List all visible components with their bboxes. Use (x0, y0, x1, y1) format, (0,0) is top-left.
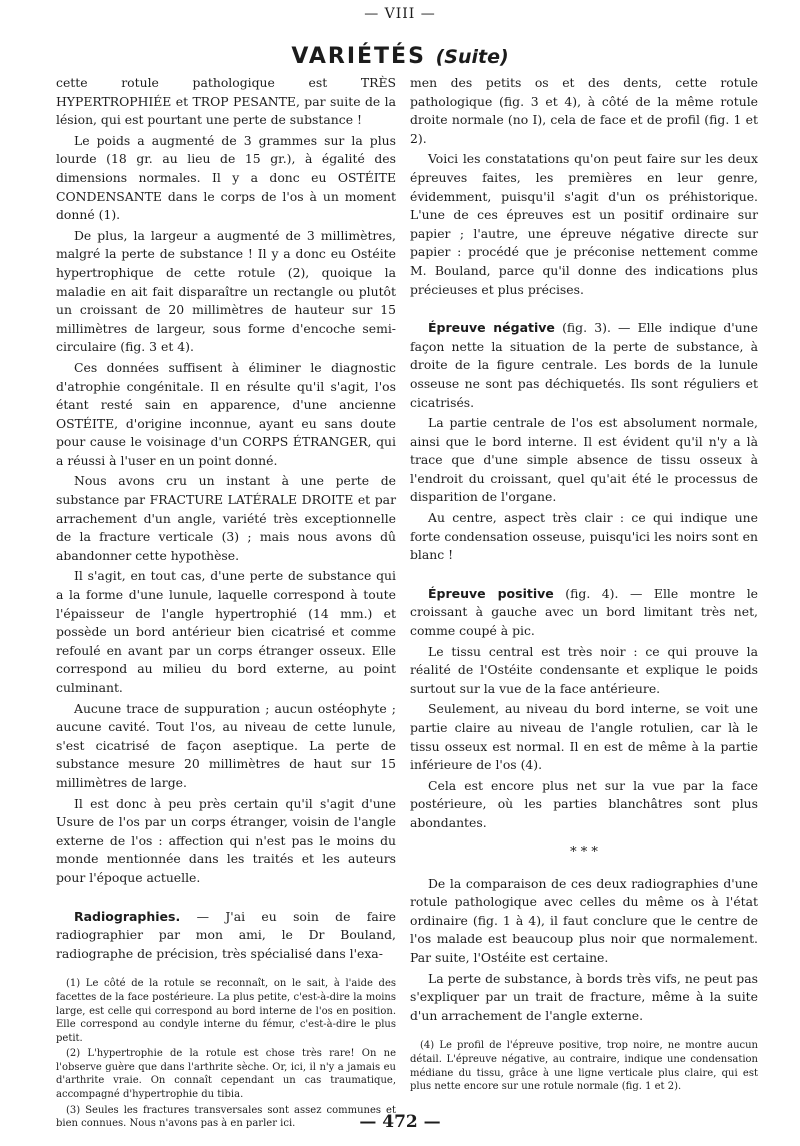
footnote: (4) Le profil de l'épreuve positive, trop noire, ne montre aucun détail. L'épreuve négative, au contraire, indique une condensation médiane du tissu, grâce à une ligne verticale plus claire, qui est plus nette encore sur une rotule normale (fig. 1 et 2). (410, 1040, 758, 1093)
footnote: (3) Seules les fractures transversales sont assez communes et bien connues. Nous n'avons pas à en parler ici. (56, 1104, 396, 1130)
negative-paragraph (410, 319, 758, 412)
radiographies-paragraph (56, 908, 396, 964)
paragraph: Seulement, au niveau du bord interne, se voit une partie claire au niveau de l'angle rotulien, car là le tissu osseux est normal. Il en est de même à la partie inférieure de l'os (4). (410, 701, 758, 773)
paragraph: Cela est encore plus net sur la vue par la face postérieure, où les parties blanchâtres sont plus abondantes. (410, 777, 758, 830)
paragraph: De la comparaison de ces deux radiographies d'une rotule pathologique avec celles du même os à l'état ordinaire (fig. 1 à 4), il faut conclure que le centre de l'os malade est beaucoup plus noir que normalement. Par suite, l'Ostéite est certaine. (410, 875, 758, 965)
paragraph-text: (fig. 4). — Elle montre le croissant à gauche avec un bord limitant très net, comme coupé à pic. (410, 585, 758, 639)
title-text: VARIÉTÉS (291, 44, 426, 69)
paragraph: De plus, la largeur a augmenté de 3 millimètres, malgré la perte de substance ! Il y a donc eu Ostéite hypertrophique de cette rotule (2), quoique la maladie en ait fait disparaître un rectangle ou plutôt un croissant de 20 millimètres de hauteur sur 15 millimètres de largeur, sous forme d'encoche semi-circulaire (fig. 3 et 4). (56, 227, 396, 355)
page-number: — VIII — (364, 6, 436, 22)
footnote: (2) L'hypertrophie de la rotule est chose très rare! On ne l'observe guère que dans l'arthrite sèche. Or, ici, il n'y a jamais eu d'arthrite vraie. On connaît cependant un cas traumatique, accompagné d'hypertrophie du tibia. (56, 1048, 396, 1101)
footnotes-left (56, 977, 396, 1131)
positive-paragraph (410, 585, 758, 641)
title-suite: (Suite) (435, 46, 509, 68)
footnote: (1) Le côté de la rotule se reconnaît, on le sait, à l'aide des facettes de la face postérieure. La plus petite, c'est-à-dire la moins large, est celle qui correspond au bord interne de l'os en position. Elle correspond au condyle interne du fémur, c'est-à-dire le plus petit. (56, 978, 396, 1044)
section-heading-radiographies: Radiographies. (74, 908, 181, 924)
paragraph: Ces données suffisent à éliminer le diagnostic d'atrophie congénitale. Il en résulte qu'il s'agit, l'os étant resté sain en apparence, d'une ancienne OSTÉITE, d'origine inconnue, ayant eu sans doute pour cause le voisinage d'un CORPS ÉTRANGER, qui a réussi à l'user en un point donné. (56, 359, 396, 468)
right-column (410, 74, 758, 1096)
paragraph: Voici les constatations qu'on peut faire sur les deux épreuves faites, les premières en leur genre, évidemment, puisqu'il s'agit d'un os préhistorique. L'une de ces épreuves est un positif ordinaire sur papier ; l'autre, une épreuve négative directe sur papier : procédé que je préconise nettement comme M. Bouland, parce qu'il donne des indications plus précieuses et plus précises. (410, 151, 758, 297)
paragraph: Au centre, aspect très clair : ce qui indique une forte condensation osseuse, puisqu'ici les noirs sont en blanc ! (410, 510, 758, 563)
footnotes-right (410, 1039, 758, 1093)
paragraph: Le poids a augmenté de 3 grammes sur la plus lourde (18 gr. au lieu de 15 gr.), à égalité des dimensions normales. Il y a donc eu OSTÉITE CONDENSANTE dans le corps de l'os à un moment donné (1). (56, 132, 396, 223)
paragraph-text: — J'ai eu soin de faire radiographier par mon ami, le Dr Bouland, radiographe de précision, très spécialisé dans l'exa- (56, 908, 396, 961)
paragraph-text: (fig. 3). — Elle indique d'une façon nette la situation de la perte de substance, à droite de la figure centrale. Les bords de la lunule osseuse ne sont pas déchiquetés. Ils sont réguliers et cicatrisés. (410, 320, 758, 410)
paragraph: Il s'agit, en tout cas, d'une perte de substance qui a la forme d'une lunule, laquelle correspond à toute l'épaisseur de l'angle hypertrophié (14 mm.) et possède un bord antérieur bien cicatrisé et comme refoulé en avant par un corps étranger osseux. Elle correspond au milieu du bord externe, au point culminant. (56, 568, 396, 695)
left-column (56, 74, 396, 1133)
paragraph: La perte de substance, à bords très vifs, ne peut pas s'expliquer par un trait de fracture, même à la suite d'un arrachement de l'angle externe. (410, 970, 758, 1023)
separator-asterisks: * * * (570, 844, 598, 860)
paragraph: Il est donc à peu près certain qu'il s'agit d'une Usure de l'os par un corps étranger, voisin de l'angle externe de l'os : affection qui n'est pas le moins du monde mentionnée dans les traités et les auteurs pour l'époque actuelle. (56, 795, 396, 885)
page-title (0, 44, 800, 70)
paragraph: Aucune trace de suppuration ; aucun ostéophyte ; aucune cavité. Tout l'os, au niveau de cette lunule, s'est cicatrisé de façon aseptique. La perte de substance mesure 20 millimètres de haut sur 15 millimètres de large. (56, 700, 396, 790)
paragraph: La partie centrale de l'os est absolument normale, ainsi que le bord interne. Il est évident qu'il n'y a là trace que d'une simple absence de tissu osseux à l'endroit du croissant, quel qu'ait été le processus de disparition de l'organe. (410, 415, 758, 505)
section-heading-positive: Épreuve positive (428, 585, 554, 601)
paragraph: cette rotule pathologique est TRÈS HYPERTROPHIÉE et TROP PESANTE, par suite de la lésion, qui est pourtant une perte de substance ! (56, 75, 396, 128)
page-folio: — 472 — (359, 1112, 441, 1132)
paragraph: men des petits os et des dents, cette rotule pathologique (fig. 3 et 4), à côté de la même rotule droite normale (no I), cela de face et de profil (fig. 1 et 2). (410, 75, 758, 146)
section-heading-negative: Épreuve négative (428, 320, 555, 336)
paragraph: Le tissu central est très noir : ce qui prouve la réalité de l'Ostéite condensante et explique le poids surtout sur la vue de la face antérieure. (410, 643, 758, 696)
paragraph: Nous avons cru un instant à une perte de substance par FRACTURE LATÉRALE DROITE et par arrachement d'un angle, variété très exceptionnelle de la fracture verticale (3) ; mais nous avons dû abandonner cette hypothèse. (56, 473, 396, 563)
